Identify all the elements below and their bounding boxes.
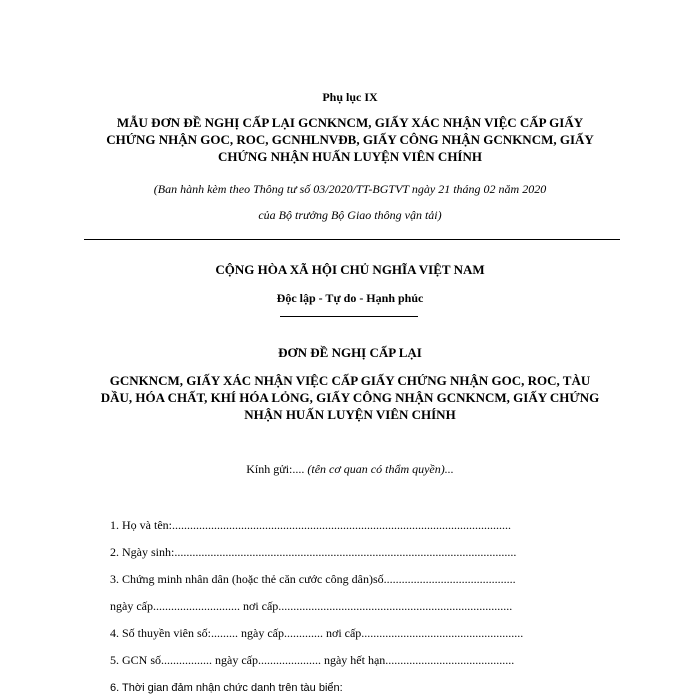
issuance-note-line2: của Bộ trưởng Bộ Giao thông vận tải) <box>258 208 442 222</box>
field-id-issue-date-place[interactable]: ngày cấp............................. nơi cấp.............................................................................. <box>110 599 513 613</box>
form-subtitle-line: NHẬN HUẤN LUYỆN VIÊN CHÍNH <box>244 407 456 422</box>
field-seafarer-number[interactable]: 4. Số thuyền viên số:......... ngày cấp............. nơi cấp...................................................... <box>110 626 524 640</box>
addressee-line <box>60 462 640 477</box>
country-name: CỘNG HÒA XÃ HỘI CHỦ NGHĨA VIỆT NAM <box>215 262 485 277</box>
field-full-name[interactable]: 1. Họ và tên:................................................................................................................. <box>110 518 511 532</box>
form-subtitle-line: GCNKNCM, GIẤY XÁC NHẬN VIỆC CẤP GIẤY CHỨNG NHẬN GOC, ROC, TÀU <box>109 373 591 388</box>
header-divider <box>84 239 620 240</box>
field-service-time: 6. Thời gian đảm nhận chức danh trên tàu biển: <box>110 682 343 694</box>
document-title <box>60 114 640 165</box>
appendix-label: Phụ lục IX <box>322 90 378 104</box>
document-title-line: MẪU ĐƠN ĐỀ NGHỊ CẤP LẠI GCNKNCM, GIẤY XÁC NHẬN VIỆC CẤP GIẤY <box>116 115 584 130</box>
document-title-line: CHỨNG NHẬN GOC, ROC, GCNHLNVĐB, GIẤY CÔNG NHẬN GCNKNCM, GIẤY <box>106 132 594 147</box>
addressee-hint: (tên cơ quan có thẩm quyền)... <box>307 462 454 476</box>
motto-underline <box>280 316 418 317</box>
field-date-of-birth[interactable]: 2. Ngày sinh:.................................................................................................................. <box>110 545 517 559</box>
field-certificate-number[interactable]: 5. GCN số................. ngày cấp..................... ngày hết hạn........................................... <box>110 653 515 667</box>
field-id-card-number[interactable]: 3. Chứng minh nhân dân (hoặc thẻ căn cước công dân)số............................................ <box>110 572 516 586</box>
national-motto: Độc lập - Tự do - Hạnh phúc <box>276 291 424 305</box>
form-subtitle <box>60 372 640 423</box>
addressee-label: Kính gửi:.... <box>246 462 305 476</box>
issuance-note-line1: (Ban hành kèm theo Thông tư số 03/2020/TT-BGTVT ngày 21 tháng 02 năm 2020 <box>153 182 547 196</box>
form-title: ĐƠN ĐỀ NGHỊ CẤP LẠI <box>278 345 422 360</box>
document-title-line: CHỨNG NHẬN HUẤN LUYỆN VIÊN CHÍNH <box>218 149 482 164</box>
form-subtitle-line: DẦU, HÓA CHẤT, KHÍ HÓA LỎNG, GIẤY CÔNG NHẬN GCNKNCM, GIẤY CHỨNG <box>100 390 600 405</box>
